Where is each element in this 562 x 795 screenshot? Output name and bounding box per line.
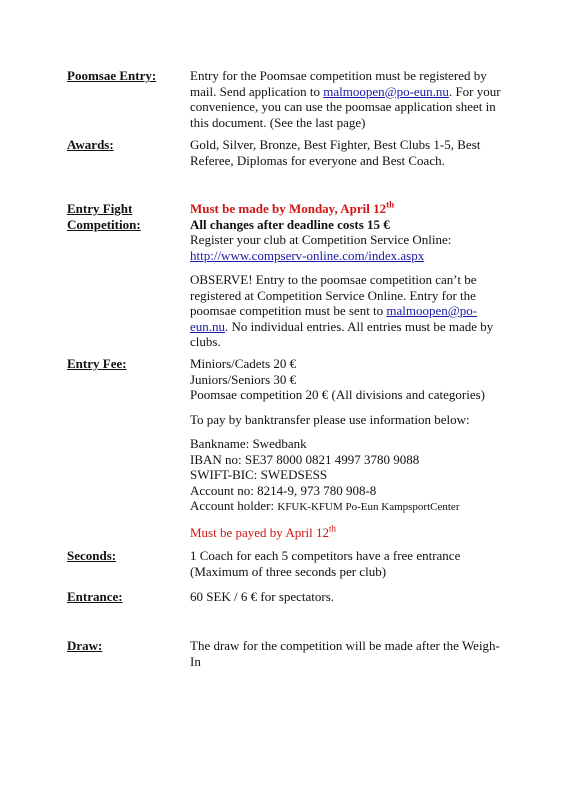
fee-line: Juniors/Seniors 30 €: [190, 371, 297, 387]
bank-line: Bankname: Swedbank: [190, 436, 307, 451]
entry-fight-content: [190, 201, 510, 350]
draw-text: The draw for the competition will be made after the Weigh-In: [190, 638, 500, 669]
seconds-label: Seconds:: [67, 548, 117, 563]
fee-line: Poomsae competition 20 € (All divisions and categories): [190, 387, 485, 402]
poomsae-entry-text-after: . For your convenience, you can use the poomsae application sheet in this document. (See the last page): [190, 83, 501, 130]
bank-line: SWIFT-BIC: SWEDSESS: [190, 467, 328, 482]
awards-label: Awards:: [67, 137, 114, 152]
poomsae-entry-content: [190, 68, 510, 130]
poomsae-email-link[interactable]: malmoopen@po-eun.nu: [323, 83, 449, 99]
seconds-content: [190, 548, 510, 579]
bank-intro: To pay by banktransfer please use information below:: [190, 411, 470, 427]
pay-deadline: Must be payed by April 12th: [190, 523, 337, 540]
entry-fight-label-line1: Entry Fight: [67, 201, 133, 216]
compserv-url-link[interactable]: http://www.compserv-online.com/index.aspx: [190, 247, 425, 263]
fee-line: Miniors/Cadets 20 €: [190, 356, 297, 371]
entrance-content: [190, 589, 510, 605]
observe-email-link[interactable]: malmoopen@po-eun.nu: [190, 303, 478, 334]
draw-label: Draw:: [67, 638, 103, 653]
entry-fee-label: Entry Fee:: [67, 356, 127, 371]
observe-text: OBSERVE! Entry to the poomsae competition can’t be registered at Competition Service Online. Entry for the poomsae competition must be sent to: [190, 272, 477, 318]
bank-line: Account no: 8214-9, 973 780 908-8: [190, 482, 377, 498]
entry-fee-content: [190, 356, 510, 540]
observe-text-after: . No individual entries. All entries must be made by clubs.: [190, 318, 494, 349]
entry-register-text: Register your club at Competition Service Online:: [190, 232, 452, 247]
poomsae-entry-label: Poomsae Entry:: [67, 68, 157, 83]
seconds-text: 1 Coach for each 5 competitors have a free entrance (Maximum of three seconds per club): [190, 548, 461, 579]
entry-deadline: Must be made by Monday, April 12th: [190, 199, 395, 216]
poomsae-entry-text: Entry for the Poomsae competition must be registered by mail. Send application to: [190, 68, 487, 99]
entrance-label: Entrance:: [67, 589, 123, 604]
awards-text: Gold, Silver, Bronze, Best Fighter, Best Clubs 1-5, Best Referee, Diplomas for everyone and Best Coach.: [190, 137, 481, 168]
entry-fight-label-line2: Competition:: [67, 216, 141, 232]
bank-line: IBAN no: SE37 8000 0821 4997 3780 9088: [190, 451, 420, 467]
awards-content: [190, 137, 510, 168]
entry-changes-fee: All changes after deadline costs 15 €: [190, 216, 390, 232]
draw-content: [190, 638, 510, 669]
entrance-text: 60 SEK / 6 € for spectators.: [190, 589, 335, 604]
entry-fight-label: [67, 201, 141, 232]
account-holder: Account holder: KFUK-KFUM Po-Eun KampsportCenter: [190, 498, 460, 513]
